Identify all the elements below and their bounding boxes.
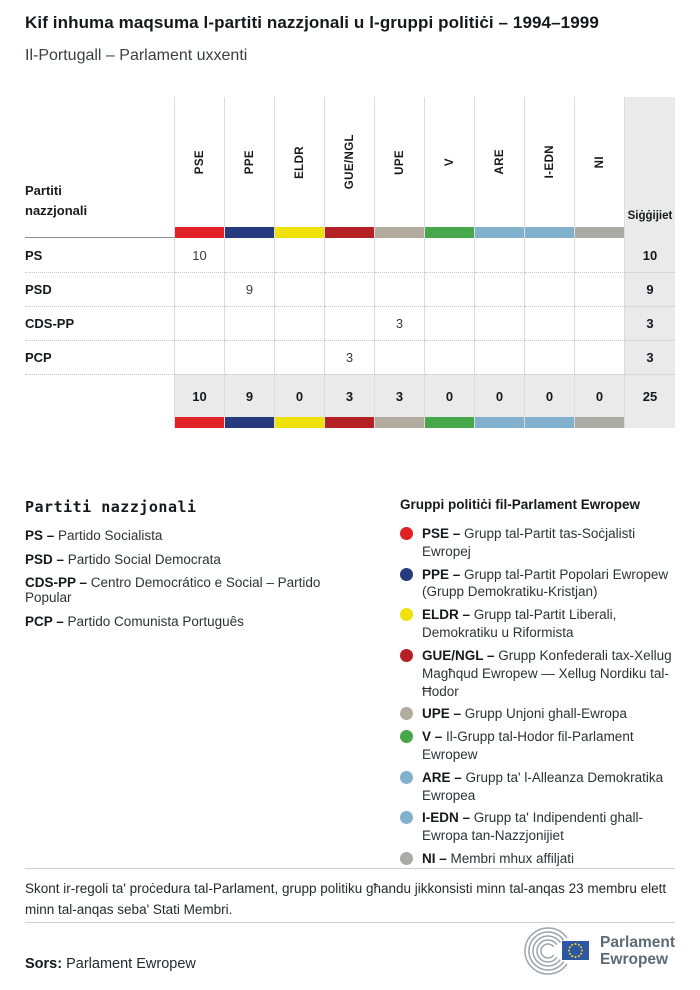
seat-value-cell — [275, 340, 325, 374]
seat-value-cell — [325, 272, 375, 306]
group-color-bar-bottom — [425, 417, 475, 428]
group-color-bar — [575, 227, 625, 238]
political-groups-legend-heading: Gruppi politiċi fil-Parlament Ewropew — [400, 497, 641, 512]
seat-value-cell — [175, 340, 225, 374]
party-legend-item: PS – Partido Socialista — [25, 528, 163, 543]
seat-value-cell — [475, 340, 525, 374]
group-legend-item: ELDR – Grupp tal-Partit Liberali, Demokratiku u Riformista — [400, 606, 678, 642]
source-line — [25, 956, 196, 972]
group-color-bar-bottom — [325, 417, 375, 428]
european-parliament-logo — [522, 926, 675, 976]
row-header-label: Partiti nazzjonali — [25, 97, 175, 227]
divider — [25, 922, 675, 923]
group-color-bar — [225, 227, 275, 238]
seat-value-cell — [575, 340, 625, 374]
bottom-bar-spacer — [25, 417, 175, 428]
seat-value-cell — [375, 272, 425, 306]
group-color-dot — [400, 568, 413, 581]
group-total-cell: 0 — [475, 374, 525, 417]
group-column-header: ARE — [475, 97, 525, 227]
logo-wordmark: Parlament Ewropew — [600, 934, 675, 968]
group-legend-item: UPE – Grupp Unjoni ghall-Ewropa — [400, 705, 678, 723]
group-color-bar-bottom — [525, 417, 575, 428]
group-color-bar-bottom — [375, 417, 425, 428]
seat-value-cell — [475, 272, 525, 306]
row-total-cell: 9 — [625, 272, 675, 306]
group-color-bar — [175, 227, 225, 238]
seat-value-cell — [425, 340, 475, 374]
group-color-bar — [425, 227, 475, 238]
seat-value-cell — [275, 238, 325, 272]
group-total-cell: 0 — [575, 374, 625, 417]
seat-value-cell — [275, 306, 325, 340]
party-row-label: CDS-PP — [25, 306, 175, 340]
seat-value-cell: 3 — [325, 340, 375, 374]
source-label: Sors: — [25, 956, 63, 972]
source-value: Parlament Ewropew — [66, 956, 196, 972]
group-color-bar — [475, 227, 525, 238]
party-row-label: PS — [25, 238, 175, 272]
group-total-cell: 9 — [225, 374, 275, 417]
seat-value-cell — [425, 306, 475, 340]
group-color-dot — [400, 852, 413, 865]
group-column-header: I-EDN — [525, 97, 575, 227]
seats-column-header: Siġġijiet — [625, 97, 675, 227]
group-color-bar — [325, 227, 375, 238]
party-row-label: PSD — [25, 272, 175, 306]
row-total-cell: 3 — [625, 306, 675, 340]
seat-value-cell — [425, 238, 475, 272]
party-row-label: PCP — [25, 340, 175, 374]
national-parties-legend-heading: Partiti nazzjonali — [25, 498, 197, 516]
seat-value-cell — [275, 272, 325, 306]
seat-value-cell — [375, 340, 425, 374]
group-column-header: NI — [575, 97, 625, 227]
group-column-header: GUE/NGL — [325, 97, 375, 227]
page-subtitle: Il-Portugall – Parlament uxxenti — [25, 47, 248, 64]
seat-value-cell — [425, 272, 475, 306]
seat-value-cell: 10 — [175, 238, 225, 272]
group-color-bar-bottom — [275, 417, 325, 428]
group-color-dot — [400, 811, 413, 824]
group-legend-item: PSE – Grupp tal-Partit tas-Soċjalisti Ewropej — [400, 525, 678, 561]
group-color-bar-bottom — [225, 417, 275, 428]
group-color-dot — [400, 649, 413, 662]
group-total-cell: 0 — [425, 374, 475, 417]
national-parties-legend — [25, 498, 365, 637]
seat-value-cell — [375, 238, 425, 272]
seat-value-cell — [525, 340, 575, 374]
group-column-header: PPE — [225, 97, 275, 227]
seat-value-cell — [325, 306, 375, 340]
seat-value-cell — [175, 272, 225, 306]
page-title: Kif inhuma maqsuma l-partiti nazzjonali u l-gruppi politiċi – 1994–1999 — [25, 13, 599, 32]
group-legend-item: I-EDN – Grupp ta' Indipendenti ghall-Ewropa tan-Nazzjonijiet — [400, 809, 678, 845]
seat-value-cell — [525, 272, 575, 306]
row-total-cell: 3 — [625, 340, 675, 374]
group-color-dot — [400, 771, 413, 784]
group-total-cell: 0 — [275, 374, 325, 417]
group-column-header: UPE — [375, 97, 425, 227]
group-color-bar-bottom — [575, 417, 625, 428]
totals-row-spacer — [25, 374, 175, 417]
seat-value-cell — [575, 238, 625, 272]
seat-value-cell — [575, 272, 625, 306]
seat-value-cell — [475, 238, 525, 272]
group-total-cell: 3 — [325, 374, 375, 417]
party-legend-item: PSD – Partido Social Democrata — [25, 551, 221, 567]
seat-value-cell — [225, 238, 275, 272]
seat-value-cell — [575, 306, 625, 340]
seat-value-cell — [175, 306, 225, 340]
parliament-hemicycle-icon — [522, 926, 594, 976]
seats-column-fill — [625, 227, 675, 238]
grand-total-cell: 25 — [625, 374, 675, 417]
seat-value-cell: 9 — [225, 272, 275, 306]
group-legend-item: V – Il-Grupp tal-Hodor fil-Parlament Ewropew — [400, 728, 678, 764]
seat-value-cell — [325, 238, 375, 272]
group-color-bar — [525, 227, 575, 238]
group-color-dot — [400, 707, 413, 720]
seats-column-fill — [625, 417, 675, 428]
seat-value-cell: 3 — [375, 306, 425, 340]
group-legend-item: NI – Membri mhux affiljati — [400, 850, 678, 868]
seat-distribution-table — [25, 97, 675, 428]
group-color-bar-bottom — [475, 417, 525, 428]
group-color-bar — [375, 227, 425, 238]
group-column-header: PSE — [175, 97, 225, 227]
row-total-cell: 10 — [625, 238, 675, 272]
group-color-dot — [400, 608, 413, 621]
divider — [25, 868, 675, 869]
seat-value-cell — [525, 306, 575, 340]
group-color-bar-bottom — [175, 417, 225, 428]
group-color-dot — [400, 730, 413, 743]
group-legend-item: GUE/NGL – Grupp Konfederali tax-Xellug Magħqud Ewropew — Xellug Nordiku tal-Ħodor — [400, 647, 678, 700]
group-legend-item: PPE – Grupp tal-Partit Popolari Ewropew (Grupp Demokratiku-Kristjan) — [400, 566, 678, 602]
header-underline — [25, 227, 175, 238]
footnote: Skont ir-regoli ta' proċedura tal-Parlament, grupp politiku għandu jikkonsisti minn tal-anqas 23 membru elett minn tal-anqas seba' Stati Membri. — [25, 881, 667, 917]
group-total-cell: 3 — [375, 374, 425, 417]
group-total-cell: 10 — [175, 374, 225, 417]
seat-value-cell — [225, 340, 275, 374]
group-column-header: ELDR — [275, 97, 325, 227]
group-column-header: V — [425, 97, 475, 227]
political-groups-legend — [400, 497, 678, 873]
group-legend-item: ARE – Grupp ta' l-Alleanza Demokratika Ewropea — [400, 769, 678, 805]
group-total-cell: 0 — [525, 374, 575, 417]
party-legend-item: PCP – Partido Comunista Português — [25, 613, 244, 629]
seat-value-cell — [475, 306, 525, 340]
group-color-bar — [275, 227, 325, 238]
seat-value-cell — [525, 238, 575, 272]
seat-value-cell — [225, 306, 275, 340]
group-color-dot — [400, 527, 413, 540]
party-legend-item: CDS-PP – Centro Democrático e Social – Partido Popular — [25, 575, 321, 605]
